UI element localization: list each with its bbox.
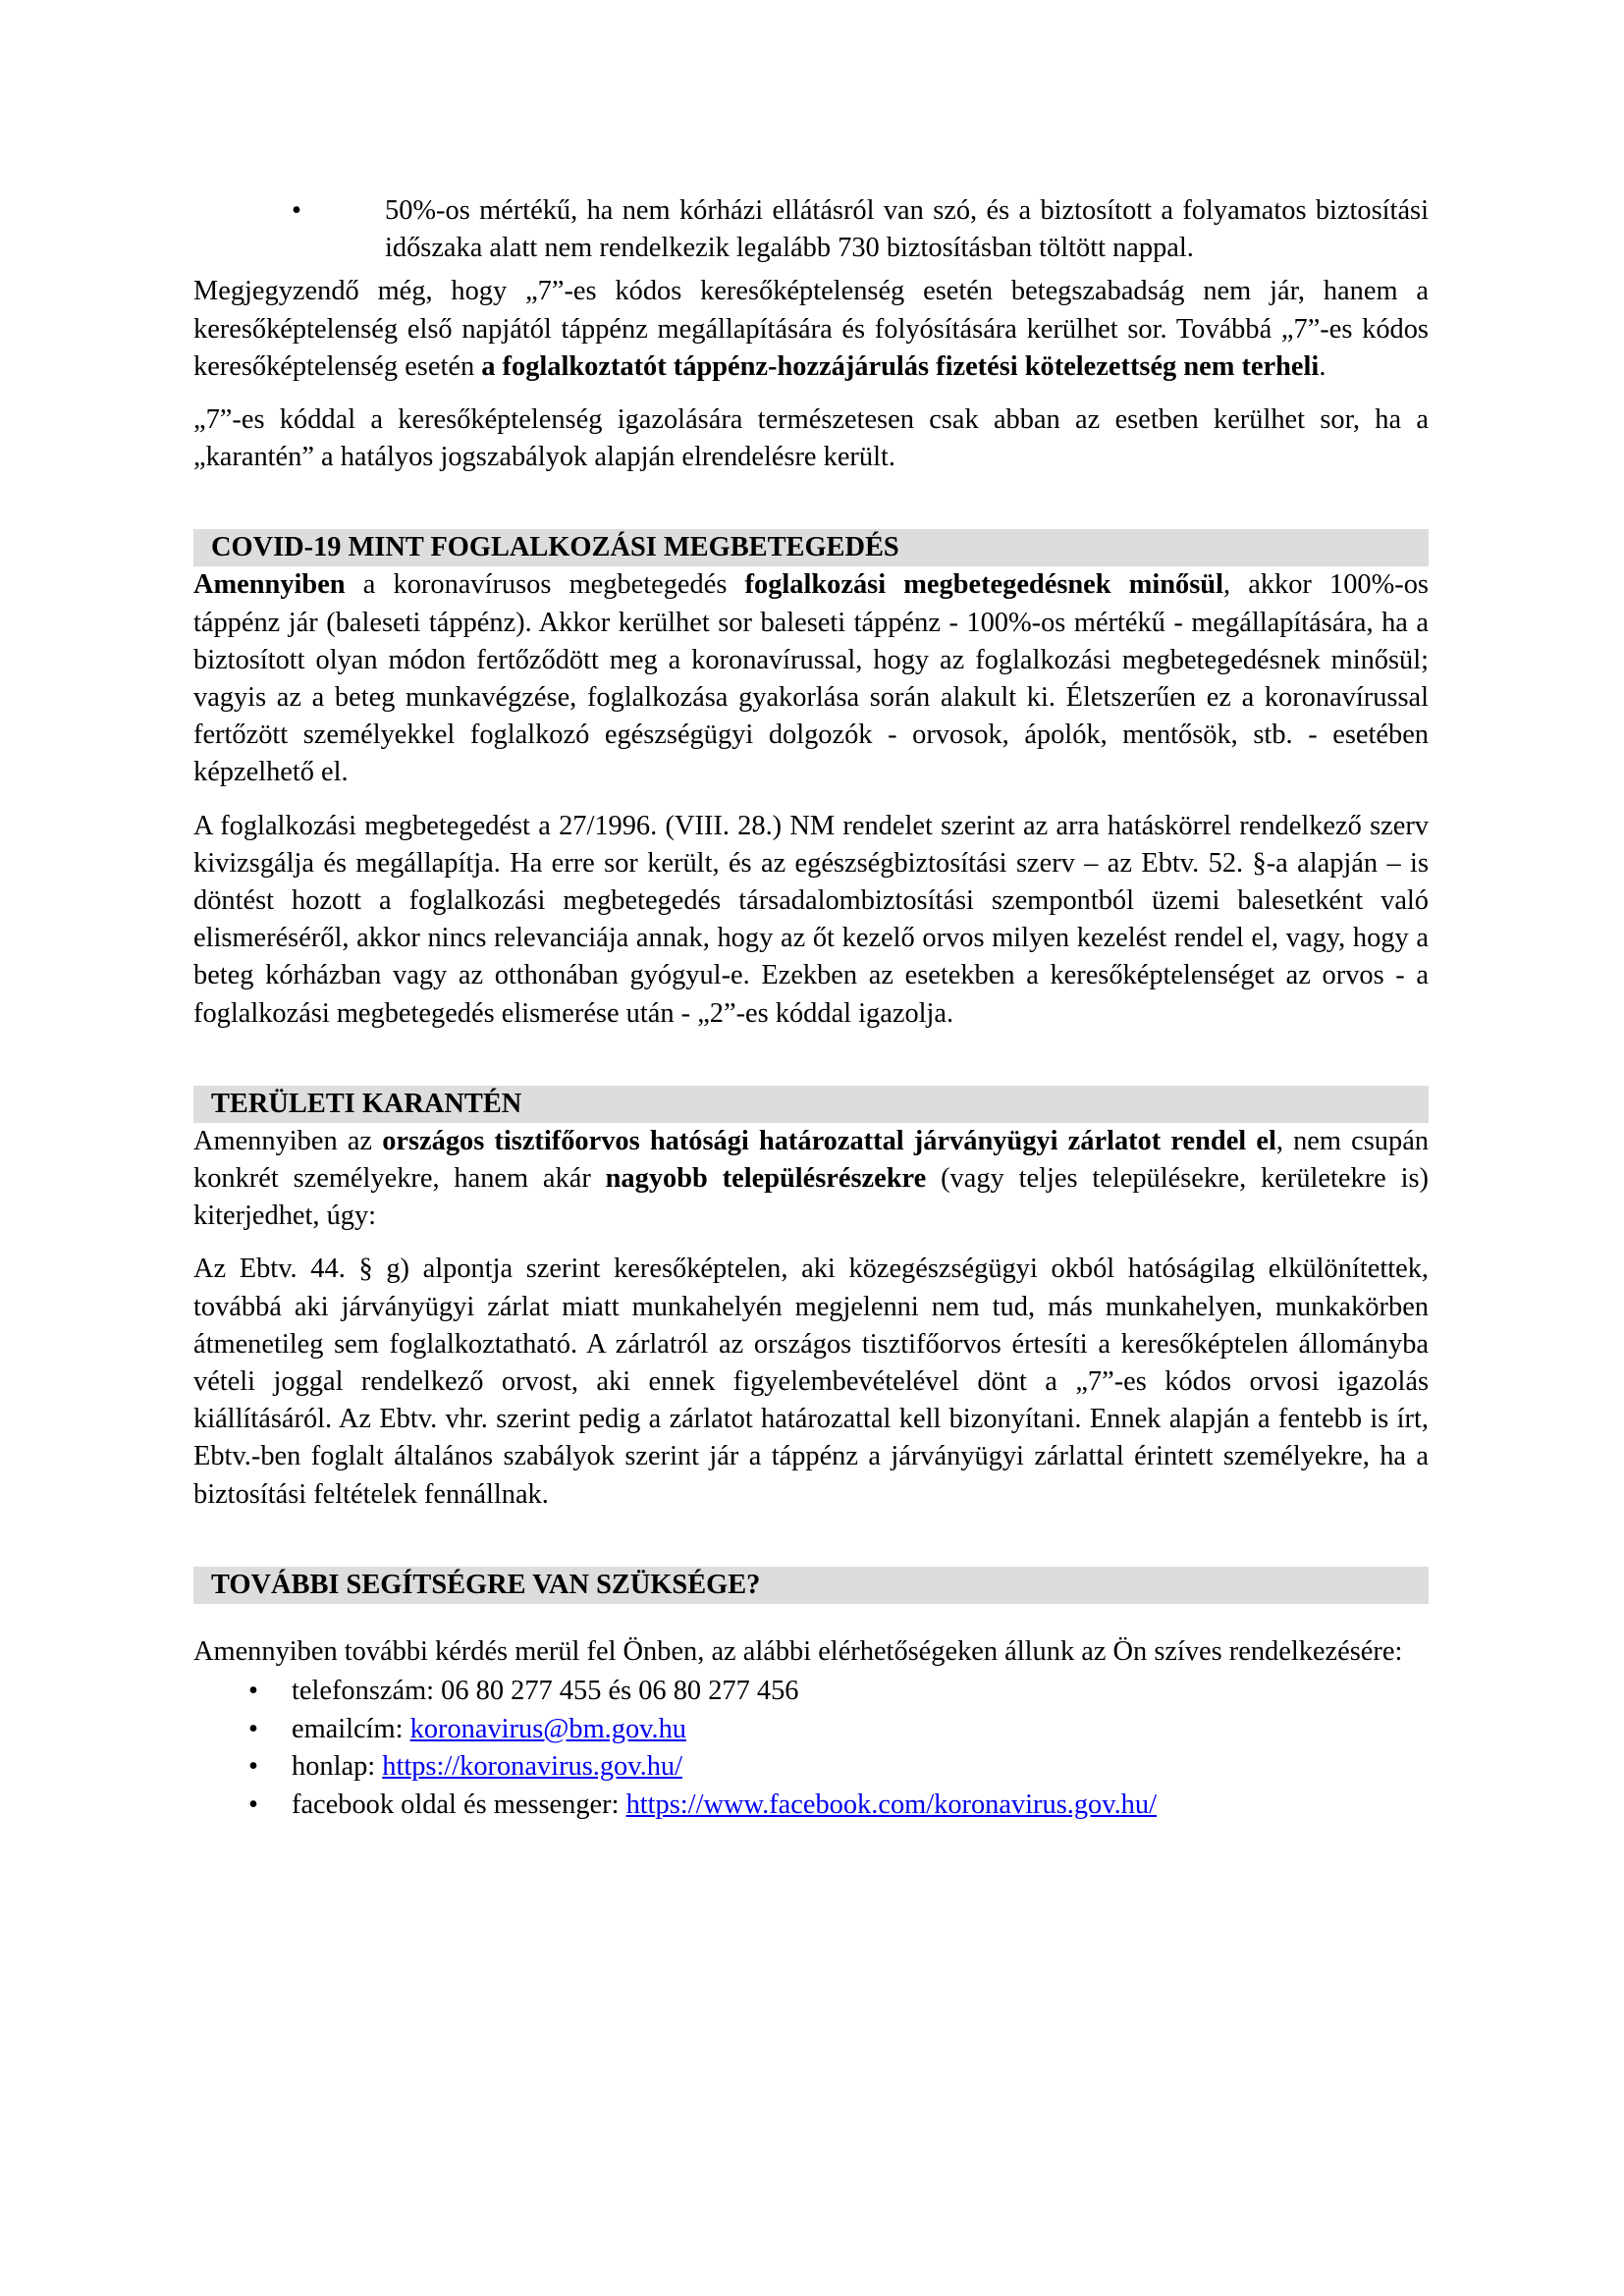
- paragraph-regulation: A foglalkozási megbetegedést a 27/1996. (VIII. 28.) NM rendelet szerint az arra hatáskörrel rendelkező szerv kivizsgálja és megállapítja. Ha erre sor került, és az egészségbiztosítási szerv – az Ebtv. 52. §-a alapján – is döntést hozott a foglalkozási megbetegedés társadalombiztosítási szempontból üzemi balesetként való elismeréséről, akkor nincs relevanciája annak, hogy az őt kezelő orvos milyen kezelést rendel el, vagy, hogy a beteg kórházban vagy az otthonában gyógyul-e. Ezekben az esetekben a keresőképtelenséget az orvos - a foglalkozási megbetegedés elismerése után - „2”-es kóddal igazolja.: [193, 810, 1429, 1029]
- section-heading-further-help: TOVÁBBI SEGÍTSÉGRE VAN SZÜKSÉGE?: [193, 1567, 1429, 1604]
- contact-facebook: [193, 1787, 1429, 1825]
- contact-label: honlap:: [292, 1751, 383, 1783]
- section-heading-covid-occupational: COVID-19 MINT FOGLALKOZÁSI MEGBETEGEDÉS: [193, 529, 1429, 566]
- paragraph-quarantine-code: „7”-es kóddal a keresőképtelenség igazolására természetesen csak abban az esetben kerülhet sor, ha a „karantén” a hatályos jogszabályok alapján elrendelésre került.: [193, 404, 1429, 473]
- contact-label: emailcím:: [292, 1713, 410, 1744]
- list-item: [193, 192, 1429, 267]
- text-span: (vagy teljes településekre, kerületekre is) kiterjedhet, úgy:: [193, 1163, 1429, 1232]
- bullet-icon: •: [292, 195, 301, 226]
- bold-text: országos tisztifőorvos hatósági határozattal járványügyi zárlatot rendel el: [382, 1125, 1276, 1156]
- contact-website: [193, 1748, 1429, 1787]
- paragraph-occupational-disease: [193, 566, 1429, 791]
- section-heading-territorial-quarantine: TERÜLETI KARANTÉN: [193, 1086, 1429, 1123]
- document-page: [193, 192, 1429, 1824]
- phone-numbers: telefonszám: 06 80 277 455 és 06 80 277 456: [292, 1676, 799, 1707]
- text-span: a koronavírusos megbetegedés: [345, 569, 745, 601]
- email-link[interactable]: koronavirus@bm.gov.hu: [409, 1713, 686, 1744]
- text-span: , nem csupán konkrét személyekre, hanem akár: [193, 1125, 1429, 1195]
- paragraph-no-sick-leave: [193, 273, 1429, 386]
- paragraph-ebtv: Az Ebtv. 44. § g) alpontja szerint keresőképtelen, aki közegészségügyi okból hatóságilag elkülönítettek, továbbá aki járványügyi zárlat miatt munkahelyén megjelenni nem tud, más munkahelyen, munkakörben átmenetileg sem foglalkoztatható. A zárlatról az országos tisztifőorvos értesíti a keresőképtelen állományba vételi joggal rendelkező orvost, aki ennek figyelembevételével dönt a „7”-es kódos orvosi igazolás kiállításáról. Az Ebtv. vhr. szerint pedig a zárlatot határozattal kell bizonyítani. Ennek alapján a fentebb is írt, Ebtv.-ben foglalt általános szabályok szerint jár a táppénz a járványügyi zárlattal érintett személyekre, ha a biztosítási feltételek fennállnak.: [193, 1254, 1429, 1510]
- facebook-link[interactable]: https://www.facebook.com/koronavirus.gov.hu/: [625, 1789, 1157, 1820]
- paragraph-help-intro: Amennyiben további kérdés merül fel Önben, az alábbi elérhetőségeken állunk az Ön szíves rendelkezésére:: [193, 1635, 1403, 1667]
- text-span: Amennyiben az: [193, 1125, 383, 1156]
- contact-label: facebook oldal és messenger:: [292, 1789, 626, 1820]
- contact-list: [193, 1673, 1429, 1824]
- contact-phone: [193, 1673, 1429, 1711]
- paragraph-lockdown: [193, 1123, 1429, 1236]
- bullet-text: 50%-os mértékű, ha nem kórházi ellátásról van szó, és a biztosított a folyamatos biztosítási időszaka alatt nem rendelkezik legalább 730 biztosításban töltött nappal.: [385, 195, 1429, 264]
- bullet-icon: •: [248, 1751, 258, 1783]
- website-link[interactable]: https://koronavirus.gov.hu/: [382, 1751, 682, 1783]
- contact-email: [193, 1711, 1429, 1749]
- bullet-icon: •: [248, 1713, 258, 1744]
- bold-text: foglalkozási megbetegedésnek minősül: [744, 569, 1223, 601]
- text-span: , akkor 100%-os táppénz jár (baleseti táppénz). Akkor kerülhet sor baleseti táppénz - 100%-os mértékű - megállapítására, ha a biztosított olyan módon fertőződött meg a koronavírussal, hogy az foglalkozási megbetegedésnek minősül; vagyis az a beteg munkavégzése, foglalkozása gyakorlása során alakult ki. Életszerűen ez a koronavírussal fertőzött személyekkel foglalkozó egészségügyi dolgozók - orvosok, ápolók, mentősök, stb. - esetében képzelhető el.: [193, 569, 1429, 788]
- text-span: .: [1319, 350, 1326, 382]
- bold-text: Amennyiben: [193, 569, 346, 601]
- bullet-icon: •: [248, 1789, 258, 1820]
- text-span: Megjegyzendő még, hogy „7”-es kódos keresőképtelenség esetén betegszabadság nem jár, hanem a keresőképtelenség első napjától táppénz megállapítására és folyósítására kerülhet sor. Továbbá „7”-es kódos keresőképtelenség esetén: [193, 276, 1429, 382]
- bold-text: a foglalkoztatót táppénz-hozzájárulás fizetési kötelezettség nem terheli: [481, 350, 1320, 382]
- bullet-icon: •: [248, 1676, 258, 1707]
- bold-text: nagyobb településrészekre: [605, 1163, 927, 1195]
